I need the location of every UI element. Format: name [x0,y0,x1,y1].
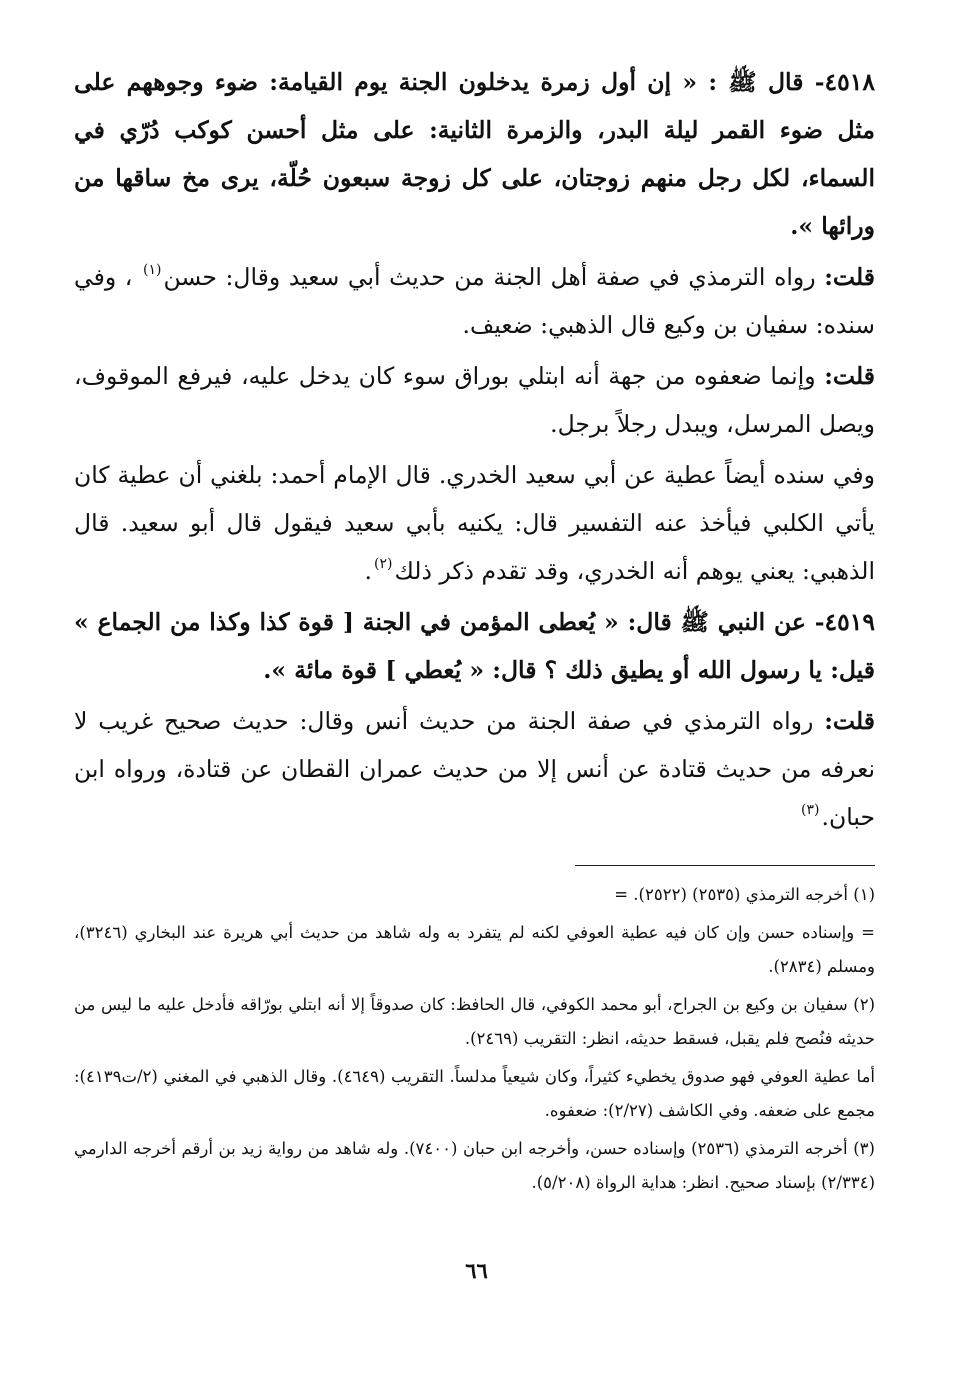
hadith-number: ٤٥١٨ [824,68,875,96]
commentary-text: وإنما ضعفوه من جهة أنه ابتلي بوراق سوء كان يدخل عليه، فيرفع الموقوف، ويصل المرسل، ويبدل رجلاً برجل. [74,362,875,438]
footnote: أما عطية العوفي فهو صدوق يخطيء كثيراً، وكان شيعياً مدلساً. التقريب (٤٦٤٩). وقال الذهبي في المغني (٢/ت٤١٣٩): مجمع على ضعفه. وفي الكاشف (٢/٢٧): ضعفوه. [74,1067,875,1120]
footnotes [74,878,875,1200]
qult-label: قلت: [824,263,875,291]
hadith-4519 [74,598,875,694]
hadith-text: - عن النبي ﷺ قال: « يُعطى المؤمن في الجنة [ قوة كذا وكذا من الجماع » قيل: يا رسول الله أو يطيق ذلك ؟ قال: « يُعطي ] قوة مائة ». [74,608,875,684]
commentary [74,451,875,595]
footnote-ref-1[interactable]: (١) [143,262,162,278]
qult-label: قلت: [824,707,875,735]
commentary-text: رواه الترمذي في صفة أهل الجنة من حديث أبي سعيد وقال: حسن [163,263,825,291]
footnote-ref-2[interactable]: (٢) [374,556,393,572]
qult-label: قلت: [824,362,875,390]
footnote: = وإسناده حسن وإن كان فيه عطية العوفي لكنه لم يتفرد به وله شاهد من حديث أبي هريرة عند البخاري (٣٢٤٦)، ومسلم (٢٨٣٤). [74,923,875,976]
footnote-ref-3[interactable]: (٣) [801,802,820,818]
page-number: ٦٦ [465,1258,488,1283]
commentary [74,697,875,841]
commentary-text: رواه الترمذي في صفة الجنة من حديث أنس وقال: حديث صحيح غريب لا نعرفه من حديث قتادة عن أنس إلا من حديث عمران القطان عن قتادة، ورواه ابن حبان. [74,707,875,831]
commentary-end: . [364,557,373,585]
hadith-4518 [74,58,875,250]
footnote-separator [575,865,875,866]
commentary-text: ، وفي سنده: سفيان بن وكيع قال الذهبي: ضعيف. [74,263,875,339]
footnote: (١) أخرجه الترمذي (٢٥٣٥) (٢٥٢٢). = [614,885,875,904]
footnote: (٣) أخرجه الترمذي (٢٥٣٦) وإسناده حسن، وأخرجه ابن حبان (٧٤٠٠). وله شاهد من رواية زيد بن أرقم أخرجه الدارمي (٢/٣٣٤) بإسناد صحيح. انظر: هداية الرواة (٥/٢٠٨). [74,1139,875,1192]
commentary [74,253,875,349]
hadith-number: ٤٥١٩ [824,608,875,636]
commentary [74,352,875,448]
commentary-text: وفي سنده أيضاً عطية عن أبي سعيد الخدري. قال الإمام أحمد: بلغني أن عطية كان يأتي الكلبي فيأخذ عنه التفسير قال: يكنيه بأبي سعيد فيقول قال أبو سعيد. قال الذهبي: يعني يوهم أنه الخدري، وقد تقدم ذكر ذلك [74,461,875,585]
main-text [74,58,875,841]
footnote: (٢) سفيان بن وكيع بن الجراح، أبو محمد الكوفي، قال الحافظ: كان صدوقاً إلا أنه ابتلي بورّاقه فأدخل عليه ما ليس من حديثه فنُصح فلم يقبل، فسقط حديثه، انظر: التقريب (٢٤٦٩). [74,995,875,1048]
hadith-text: - قال ﷺ : « إن أول زمرة يدخلون الجنة يوم القيامة: ضوء وجوههم على مثل ضوء القمر ليلة البدر، والزمرة الثانية: على مثل أحسن كوكب دُرّي في السماء، لكل رجل منهم زوجتان، على كل زوجة سبعون حُلّة، يرى مخ ساقها من ورائها ». [74,68,875,240]
